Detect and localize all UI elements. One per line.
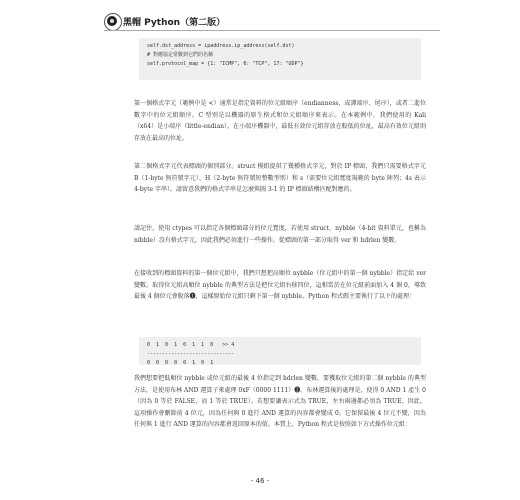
paragraph-endianness: 第一個格式字元（範例中是 <）通常是指定資料的位元組順序（endianness，或譯端序、尾序），或者二進位數字中的位元組順序。C 型別是以機器的原生格式和位元組順序來表示。在本範例中，我們使用的 Kali（x64）是小端序（little-endian）。在小端序機器中，最低有效位元組存放在較低的位址，最高有效位元組則存放在最高的位址。 bbox=[134, 100, 426, 142]
code-line: ----------------------------- bbox=[147, 351, 235, 357]
code-line: self.dst_address = ipaddress.ip_address(self.dst) bbox=[147, 43, 295, 49]
page-number: - 46 - bbox=[250, 477, 270, 485]
code-line: 0 0 0 0 0 1 0 1 bbox=[147, 360, 214, 366]
code-line: self.protocol_map = {1: "ICMP", 6: "TCP", 17: "UDP"} bbox=[147, 61, 304, 67]
book-logo-icon bbox=[104, 13, 122, 31]
code-block-2 bbox=[139, 337, 421, 365]
header-divider bbox=[104, 30, 440, 31]
code-block-1 bbox=[139, 38, 421, 80]
paragraph-high-nybble: 在接收到的標頭資料的第一個位元組中，我們只想把高順位 nybble（位元組中的第一個 nybble）指定給 ver 變數。取得位元組高順位 nybble 的典型方法是把位元組右移四位，這相當於在位元組前面加入 4 個 0，導致最後 4 個位元會脫落❶，這樣原始位元組只剩下第一個 nybble。Python 程式碼主要執行了以下的處理： bbox=[134, 270, 426, 300]
paragraph-nybble: 請記住，使用 ctypes 可以指定各個標頭部分的位元寬度，若使用 struct，nybble（4-bit 資料單元，也稱為 nibble）沒有格式字元，因此我們必須進行一些操作，從標頭的第一部分取得 ver 和 hdrlen 變數。 bbox=[134, 225, 426, 244]
page-header bbox=[0, 0, 520, 30]
paragraph-format-characters: 第二個格式字元代表標頭的個別部分。struct 模組提供了幾種格式字元，對於 IP 標頭，我們只需要格式字元 B（1-byte 無符號字元）、H（2-byte 無符號短整數型別）和 s（需要位元組寬度規範的 byte 陣列；4s 表示 4-byte 字串）。請留意我們的格式字串是怎麼與圖 3-1 的 IP 標頭結構匹配對應的。 bbox=[134, 163, 426, 193]
code-line: # 對應協定常數到它們的名稱 bbox=[147, 52, 214, 58]
paragraph-low-nybble: 我們想要把低順位 nybble 或位元組的最後 4 位指定到 hdrlen 變數，要獲取位元組的第二個 nybble 的典型方法，是使用布林 AND 運算子來處理 0xF（0000 1111）❷。布林運算後的處理是，使得 0 AND 1 產生 0（因為 0 等於 FALSE，而 1 等於 TRUE）。若想要讓表示式為 TRUE，左右兩邊都必須為 TRUE。因此，這項操作會刪除前 4 位元，因為任何與 0 進行 AND 運算的內容都會變成 0。它保留最後 4 位元不變，因為任何與 1 進行 AND 運算的內容都會返回原本的值。本質上，Python 程式是按照如下方式操作位元組： bbox=[134, 375, 426, 428]
code-line: 0 1 0 1 0 1 1 0 >> 4 bbox=[147, 342, 235, 348]
book-title: 黑帽 Python（第二版） bbox=[123, 18, 226, 28]
